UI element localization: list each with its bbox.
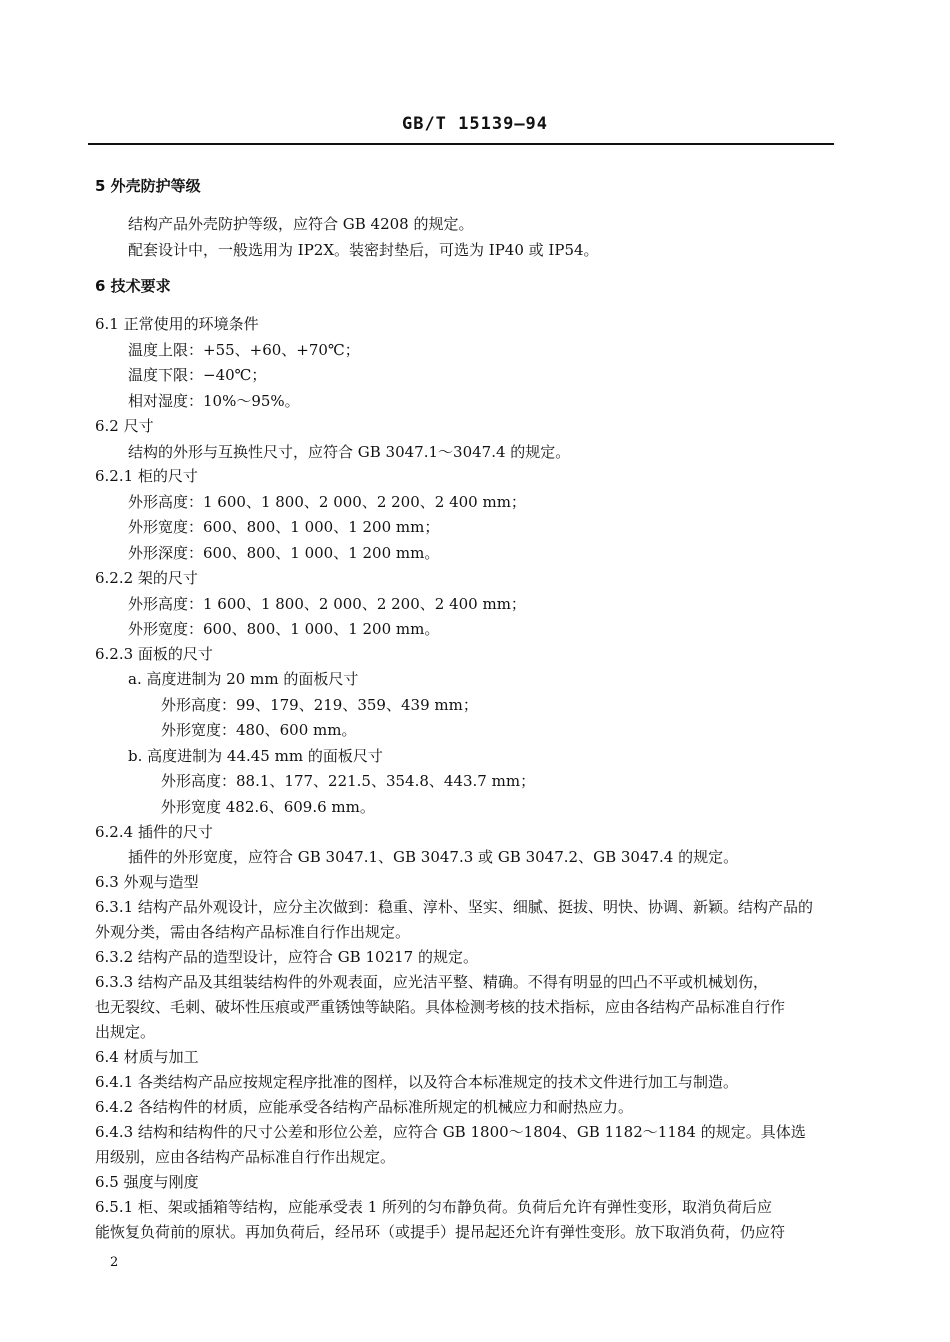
text-line: 6.1 正常使用的环境条件 [95, 315, 259, 333]
text-line: 外形高度：1 600、1 800、2 000、2 200、2 400 mm； [128, 595, 526, 613]
text-line: 6.2.1 柜的尺寸 [95, 467, 198, 485]
text-line: 6.3 外观与造型 [95, 873, 199, 891]
text-line: 6.2 尺寸 [95, 417, 154, 435]
text-line: 相对湿度：10%～95%。 [128, 392, 300, 410]
text-line: 6.5.1 柜、架或插箱等结构，应能承受表 1 所列的匀布静负荷。负荷后允许有弹性变形，取消负荷后应 [95, 1198, 773, 1216]
text-line: 外形宽度：480、600 mm。 [161, 721, 357, 739]
text-line: 温度下限：−40℃； [128, 366, 267, 384]
standard-code-header: GB/T 15139—94 [401, 114, 549, 134]
section-heading: 6 技术要求 [95, 277, 171, 295]
text-line: 出规定。 [95, 1023, 156, 1041]
text-line: 外形深度：600、800、1 000、1 200 mm。 [128, 544, 440, 562]
text-line: 6.4 材质与加工 [95, 1048, 199, 1066]
text-line: 6.2.4 插件的尺寸 [95, 823, 213, 841]
text-line: 外形宽度：600、800、1 000、1 200 mm； [128, 518, 440, 536]
header-rule [88, 143, 834, 145]
section-heading: 5 外壳防护等级 [95, 177, 201, 195]
text-line: 能恢复负荷前的原状。再加负荷后，经吊环（或提手）提吊起还允许有弹性变形。放下取消负荷，仍应符 [95, 1223, 786, 1241]
text-line: 也无裂纹、毛刺、破坏性压痕或严重锈蚀等缺陷。具体检测考核的技术指标，应由各结构产品标准自行作 [95, 998, 786, 1016]
text-line: 外形高度：88.1、177、221.5、354.8、443.7 mm； [161, 772, 536, 790]
text-line: 用级别，应由各结构产品标准自行作出规定。 [95, 1148, 396, 1166]
text-line: 插件的外形宽度，应符合 GB 3047.1、GB 3047.3 或 GB 3047.2、GB 3047.4 的规定。 [128, 848, 739, 866]
text-line: 结构产品外壳防护等级，应符合 GB 4208 的规定。 [128, 215, 474, 233]
text-line: 6.3.1 结构产品外观设计，应分主次做到：稳重、淳朴、坚实、细腻、挺拔、明快、协调、新颖。结构产品的 [95, 898, 813, 916]
text-line: 6.3.3 结构产品及其组装结构件的外观表面，应光洁平整、精确。不得有明显的凹凸不平或机械划伤， [95, 973, 768, 991]
text-line: 6.5 强度与刚度 [95, 1173, 199, 1191]
text-line: 6.4.2 各结构件的材质，应能承受各结构产品标准所规定的机械应力和耐热应力。 [95, 1098, 633, 1116]
text-line: 温度上限：+55、+60、+70℃； [128, 341, 360, 359]
text-line: 6.2.2 架的尺寸 [95, 569, 198, 587]
text-line: 6.4.1 各类结构产品应按规定程序批准的图样，以及符合本标准规定的技术文件进行加工与制造。 [95, 1073, 738, 1091]
text-line: 6.3.2 结构产品的造型设计，应符合 GB 10217 的规定。 [95, 948, 478, 966]
text-line: 外形宽度 482.6、609.6 mm。 [161, 798, 375, 816]
text-line: 外观分类，需由各结构产品标准自行作出规定。 [95, 923, 411, 941]
text-line: 外形宽度：600、800、1 000、1 200 mm。 [128, 620, 440, 638]
page-number: 2 [110, 1255, 119, 1270]
text-line: 外形高度：99、179、219、359、439 mm； [161, 696, 478, 714]
text-line: b. 高度进制为 44.45 mm 的面板尺寸 [128, 747, 383, 765]
text-line: a. 高度进制为 20 mm 的面板尺寸 [128, 670, 359, 688]
text-line: 6.4.3 结构和结构件的尺寸公差和形位公差，应符合 GB 1800～1804、GB 1182～1184 的规定。具体选 [95, 1123, 806, 1141]
text-line: 外形高度：1 600、1 800、2 000、2 200、2 400 mm； [128, 493, 526, 511]
text-line: 配套设计中，一般选用为 IP2X。装密封垫后，可选为 IP40 或 IP54。 [128, 241, 599, 259]
text-line: 结构的外形与互换性尺寸，应符合 GB 3047.1～3047.4 的规定。 [128, 443, 571, 461]
text-line: 6.2.3 面板的尺寸 [95, 645, 213, 663]
